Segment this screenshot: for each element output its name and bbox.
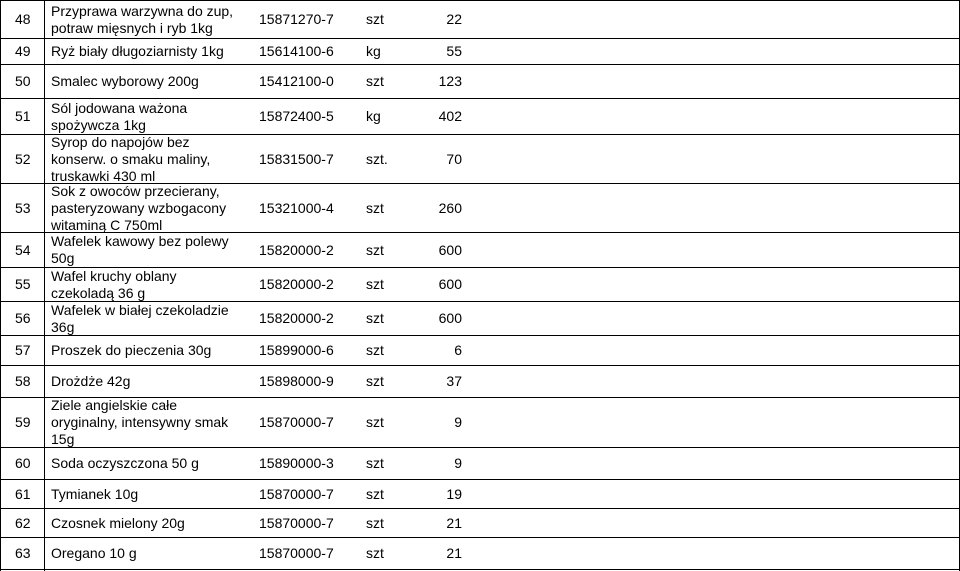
row-number: 53 bbox=[15, 199, 31, 216]
product-unit: kg bbox=[366, 108, 381, 124]
table-row bbox=[0, 366, 960, 397]
product-unit: szt bbox=[366, 414, 384, 430]
product-code: 15870000-7 bbox=[259, 485, 334, 502]
row-number: 51 bbox=[15, 108, 31, 124]
product-unit: szt bbox=[366, 199, 384, 216]
product-quantity: 6 bbox=[454, 342, 462, 358]
product-code: 15820000-2 bbox=[259, 276, 334, 292]
product-name: Soda oczyszczona 50 g bbox=[51, 455, 199, 471]
product-code: 15820000-2 bbox=[259, 310, 334, 326]
product-name: Sól jodowana ważona spożywcza 1kg bbox=[51, 99, 188, 133]
product-name: Ziele angielskie całe oryginalny, intensywny smak 15g bbox=[51, 397, 229, 447]
product-unit: szt bbox=[366, 545, 384, 561]
product-name: Przyprawa warzywna do zup, potraw mięsnych i ryb 1kg bbox=[51, 2, 234, 36]
product-name: Sok z owoców przecierany, pasteryzowany wzbogacony witaminą C 750ml bbox=[51, 182, 227, 233]
table-row bbox=[0, 336, 960, 365]
product-unit: szt bbox=[366, 485, 384, 502]
product-unit: kg bbox=[366, 43, 381, 59]
product-name: Ryż biały długoziarnisty 1kg bbox=[51, 43, 224, 59]
table-row bbox=[0, 538, 960, 569]
product-name: Wafelek w białej czekoladzie 36g bbox=[51, 301, 229, 335]
table-row bbox=[0, 448, 960, 479]
product-name: Proszek do pieczenia 30g bbox=[51, 342, 212, 358]
table-row bbox=[0, 509, 960, 537]
row-number: 59 bbox=[15, 414, 31, 430]
product-name: Wafel kruchy oblany czekoladą 36 g bbox=[51, 267, 177, 301]
product-code: 15870000-7 bbox=[259, 514, 334, 531]
product-unit: szt bbox=[366, 11, 384, 27]
product-unit: szt bbox=[366, 373, 384, 389]
product-quantity: 402 bbox=[438, 108, 462, 124]
product-quantity: 600 bbox=[438, 310, 462, 326]
row-number: 56 bbox=[15, 310, 31, 326]
product-quantity: 9 bbox=[454, 414, 462, 430]
product-quantity: 21 bbox=[446, 514, 462, 531]
row-number: 62 bbox=[15, 514, 31, 531]
product-unit: szt bbox=[366, 455, 384, 471]
product-unit: szt bbox=[366, 342, 384, 358]
product-code: 15898000-9 bbox=[259, 373, 334, 389]
product-code: 15871270-7 bbox=[259, 11, 334, 27]
product-name: Syrop do napojów bez konserw. o smaku maliny, truskawki 430 ml bbox=[51, 133, 211, 184]
table-row bbox=[0, 65, 960, 98]
row-number: 60 bbox=[15, 455, 31, 471]
row-number: 48 bbox=[15, 11, 31, 27]
product-quantity: 123 bbox=[438, 73, 462, 89]
product-name: Wafelek kawowy bez polewy 50g bbox=[51, 233, 229, 266]
row-number: 57 bbox=[15, 342, 31, 358]
product-code: 15870000-7 bbox=[259, 414, 334, 430]
product-code: 15890000-3 bbox=[259, 455, 334, 471]
product-quantity: 260 bbox=[438, 199, 462, 216]
product-code: 15614100-6 bbox=[259, 43, 334, 59]
row-number: 49 bbox=[15, 43, 31, 59]
product-quantity: 22 bbox=[446, 11, 462, 27]
table-row bbox=[0, 135, 960, 183]
product-name: Czosnek mielony 20g bbox=[51, 514, 185, 531]
row-number: 63 bbox=[15, 545, 31, 561]
product-quantity: 70 bbox=[446, 150, 462, 167]
product-code: 15870000-7 bbox=[259, 545, 334, 561]
table-row bbox=[0, 1, 960, 38]
row-number: 52 bbox=[15, 150, 31, 167]
table-row bbox=[0, 480, 960, 508]
table-row bbox=[0, 184, 960, 232]
product-unit: szt bbox=[366, 73, 384, 89]
row-number: 54 bbox=[15, 241, 31, 258]
product-code: 15412100-0 bbox=[259, 73, 334, 89]
product-name: Oregano 10 g bbox=[51, 545, 137, 561]
product-code: 15831500-7 bbox=[259, 150, 334, 167]
product-quantity: 19 bbox=[446, 485, 462, 502]
row-number: 58 bbox=[15, 373, 31, 389]
product-unit: szt bbox=[366, 514, 384, 531]
row-number: 50 bbox=[15, 73, 31, 89]
product-code: 15899000-6 bbox=[259, 342, 334, 358]
product-quantity: 600 bbox=[438, 241, 462, 258]
table-row bbox=[0, 39, 960, 64]
table-row bbox=[0, 302, 960, 335]
table-row bbox=[0, 233, 960, 267]
product-unit: szt bbox=[366, 241, 384, 258]
table-row bbox=[0, 268, 960, 301]
product-unit: szt bbox=[366, 276, 384, 292]
product-name: Smalec wyborowy 200g bbox=[51, 73, 199, 89]
product-name: Drożdże 42g bbox=[51, 373, 131, 389]
product-quantity: 9 bbox=[454, 455, 462, 471]
table-row bbox=[0, 99, 960, 134]
product-unit: szt bbox=[366, 310, 384, 326]
table-row bbox=[0, 398, 960, 447]
product-quantity: 21 bbox=[446, 545, 462, 561]
product-name: Tymianek 10g bbox=[51, 485, 139, 502]
row-number: 61 bbox=[15, 485, 31, 502]
product-quantity: 55 bbox=[446, 43, 462, 59]
row-border bbox=[0, 569, 960, 570]
product-code: 15872400-5 bbox=[259, 108, 334, 124]
product-code: 15321000-4 bbox=[259, 199, 334, 216]
product-unit: szt. bbox=[366, 150, 388, 167]
product-quantity: 37 bbox=[446, 373, 462, 389]
product-code: 15820000-2 bbox=[259, 241, 334, 258]
row-number: 55 bbox=[15, 276, 31, 292]
product-quantity: 600 bbox=[438, 276, 462, 292]
